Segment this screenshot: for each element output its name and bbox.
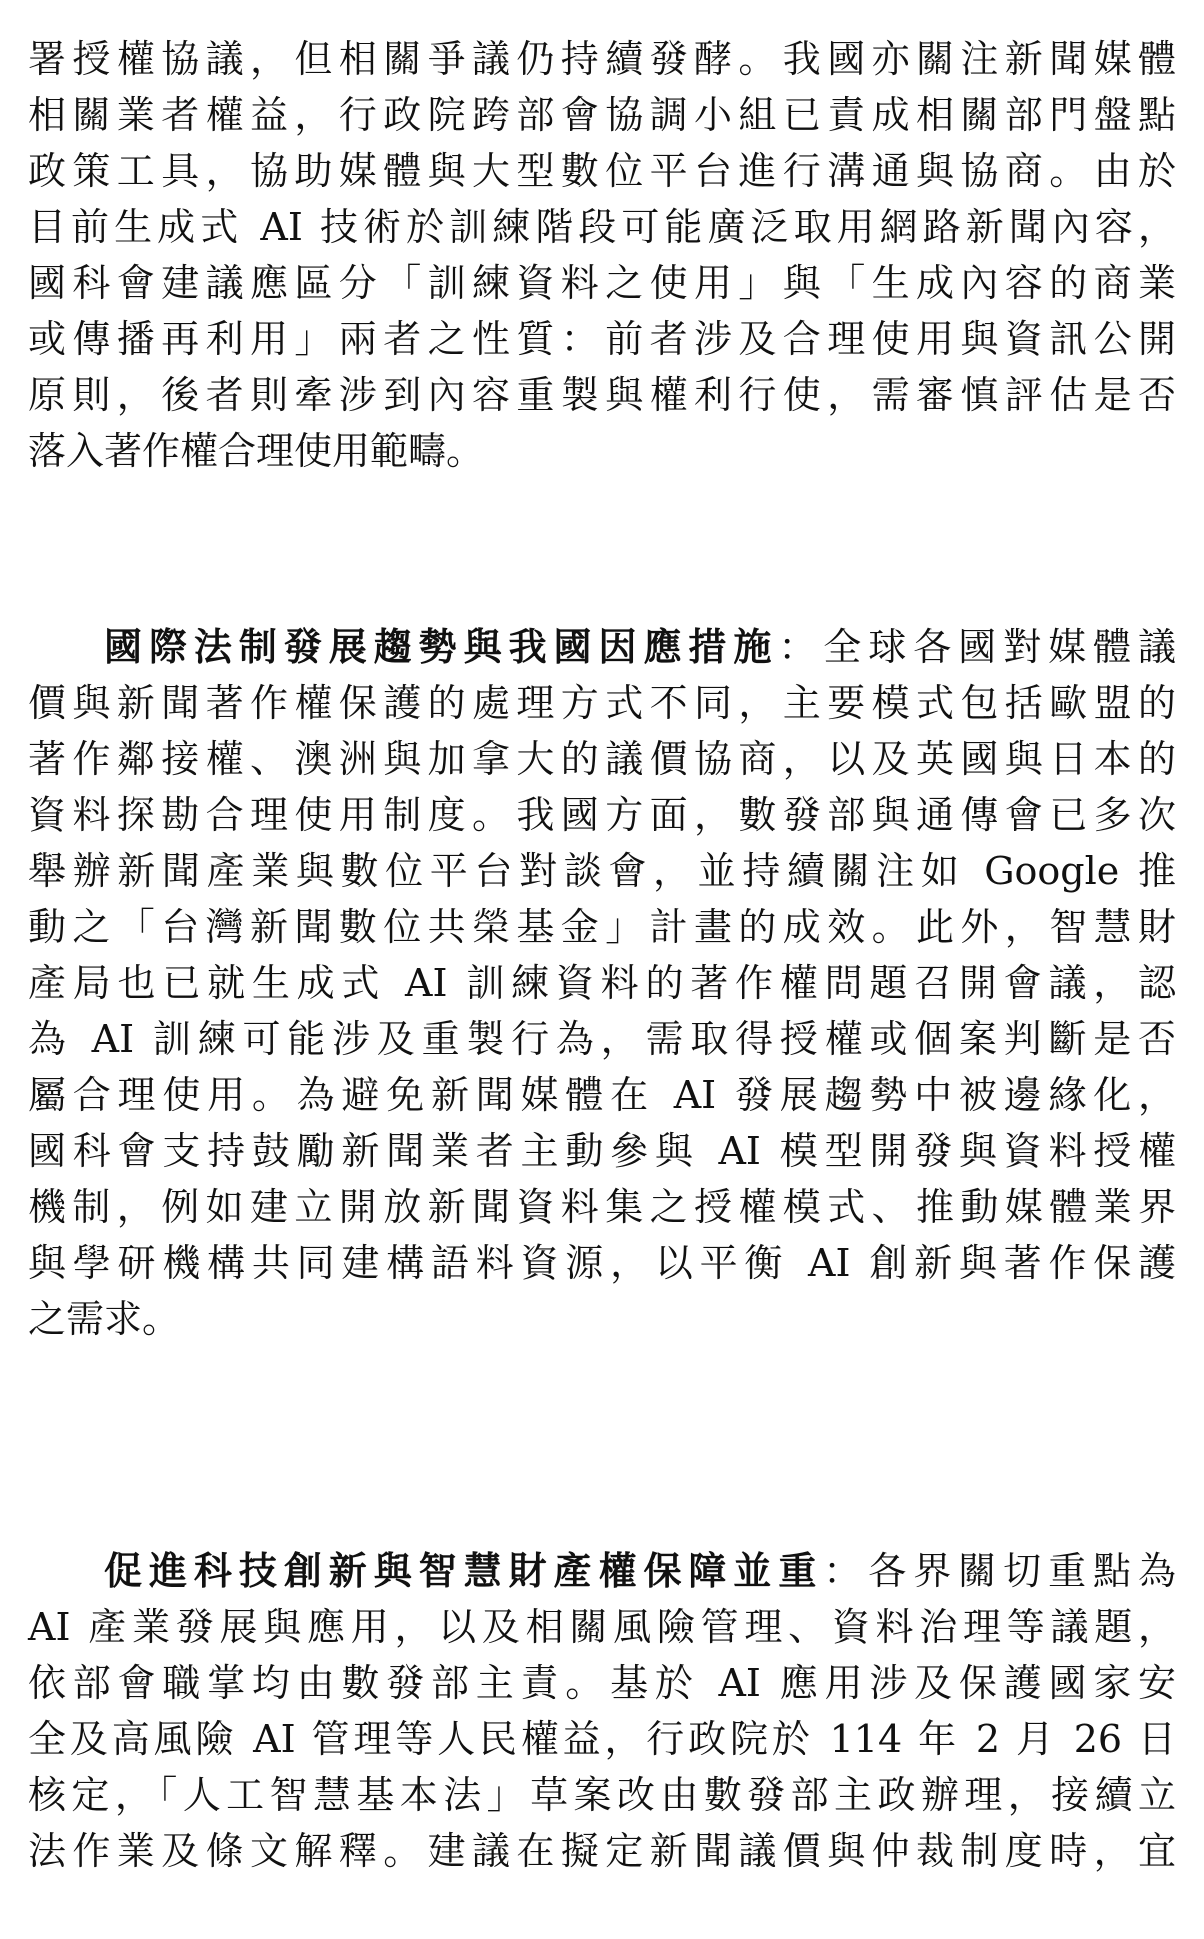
paragraph-line: 動之「台灣新聞數位共榮基金」計畫的成效。此外，智慧財 [28,905,1176,949]
paragraph-line: 產局也已就生成式 AI 訓練資料的著作權問題召開會議，認 [28,961,1176,1005]
paragraph-line: 價與新聞著作權保護的處理方式不同，主要模式包括歐盟的 [28,681,1176,725]
paragraph-line: 資料探勘合理使用制度。我國方面，數發部與通傳會已多次 [28,793,1176,837]
paragraph-line: 署授權協議，但相關爭議仍持續發酵。我國亦關注新聞媒體 [28,37,1176,81]
heading-continuation: ：各界關切重點為 [823,1549,1176,1593]
paragraph-line: 之需求。 [28,1297,181,1341]
paragraph-line: 原則，後者則牽涉到內容重製與權利行使，需審慎評估是否 [28,373,1176,417]
paragraph-line: 屬合理使用。為避免新聞媒體在 AI 發展趨勢中被邊緣化， [28,1073,1176,1117]
paragraph-line: 機制，例如建立開放新聞資料集之授權模式、推動媒體業界 [28,1185,1176,1229]
paragraph-line: AI 產業發展與應用，以及相關風險管理、資料治理等議題， [28,1605,1176,1649]
paragraph-line: 國科會建議應區分「訓練資料之使用」與「生成內容的商業 [28,261,1176,305]
paragraph-line: 核定，「人工智慧基本法」草案改由數發部主政辦理，接續立 [28,1773,1176,1817]
paragraph-line: 或傳播再利用」兩者之性質：前者涉及合理使用與資訊公開 [28,317,1176,361]
heading-continuation: ：全球各國對媒體議 [778,625,1176,669]
section-heading: 促進科技創新與智慧財產權保障並重 [104,1548,824,1593]
paragraph-line: 與學研機構共同建構語料資源，以平衡 AI 創新與著作保護 [28,1241,1176,1285]
paragraph-line: 國科會支持鼓勵新聞業者主動參與 AI 模型開發與資料授權 [28,1129,1176,1173]
paragraph-line: 落入著作權合理使用範疇。 [28,429,485,473]
section-heading: 國際法制發展趨勢與我國因應措施 [104,624,779,669]
paragraph-line: 全及高風險 AI 管理等人民權益，行政院於 114 年 2 月 26 日 [28,1717,1176,1761]
paragraph-line: 舉辦新聞產業與數位平台對談會，並持續關注如 Google 推 [28,849,1176,893]
paragraph-line: 著作鄰接權、澳洲與加拿大的議價協商，以及英國與日本的 [28,737,1176,781]
paragraph-line: 依部會職掌均由數發部主責。基於 AI 應用涉及保護國家安 [28,1661,1176,1705]
paragraph-line: 相關業者權益，行政院跨部會協調小組已責成相關部門盤點 [28,93,1176,137]
paragraph-line: 為 AI 訓練可能涉及重製行為，需取得授權或個案判斷是否 [28,1017,1176,1061]
paragraph-line: 政策工具，協助媒體與大型數位平台進行溝通與協商。由於 [28,149,1176,193]
paragraph-line: 目前生成式 AI 技術於訓練階段可能廣泛取用網路新聞內容， [28,205,1176,249]
paragraph-line: 法作業及條文解釋。建議在擬定新聞議價與仲裁制度時，宜 [28,1829,1176,1873]
